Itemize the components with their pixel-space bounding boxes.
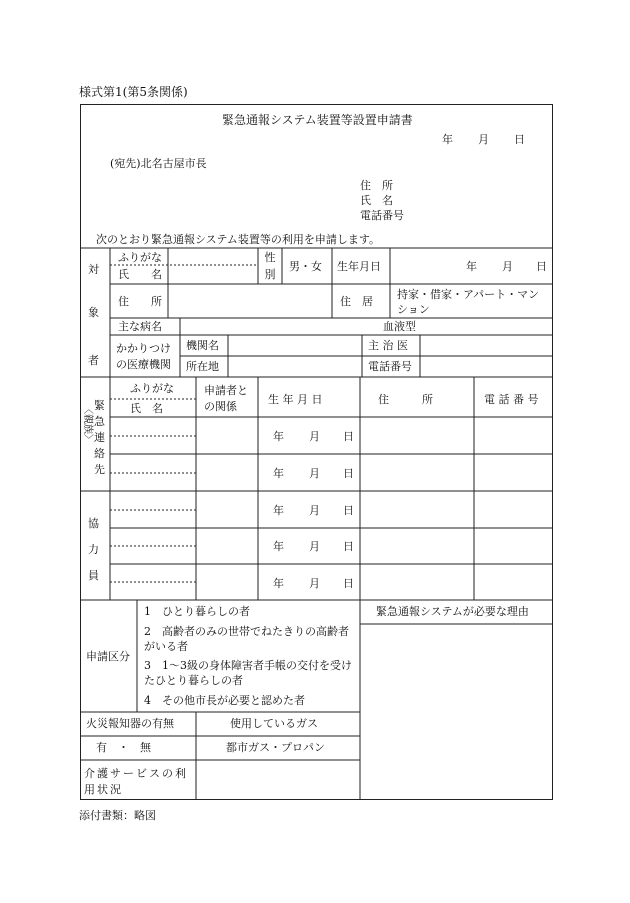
subject-birth-month: 月 [502, 260, 513, 273]
date-year-label: 年 [442, 133, 453, 146]
form-title: 緊急通報システム装置等設置申請書 [222, 113, 413, 127]
subject-address-label: 住 所 [118, 295, 162, 308]
emergency-phone-header: 電 話 番 号 [484, 393, 539, 406]
cooperator-2-month: 月 [309, 540, 320, 553]
cooperator-2-day: 日 [343, 540, 354, 553]
care-label: 介護サービスの利用状況 [84, 767, 188, 796]
emergency-side-2: 急 [94, 415, 105, 428]
emergency-furigana-header: ふりがな [130, 382, 174, 395]
gas-label: 使用しているガス [230, 717, 318, 730]
emergency-2-month: 月 [309, 467, 320, 480]
subject-institution-label: 機関名 [186, 339, 219, 352]
applicant-name-label: 氏 名 [360, 194, 393, 207]
emergency-1-day: 日 [343, 430, 354, 443]
emergency-2-year: 年 [273, 467, 284, 480]
emergency-side-5: 先 [94, 463, 105, 476]
date-month-label: 月 [478, 133, 489, 146]
subject-disease-label: 主な病名 [118, 320, 162, 333]
subject-furigana-label: ふりがな [118, 251, 162, 264]
cooperator-side-2: 力 [88, 543, 99, 556]
subject-birth-label: 生年月日 [337, 260, 381, 273]
cooperator-1-day: 日 [343, 504, 354, 517]
emergency-relation-header: 申請者との関係 [204, 384, 248, 413]
subject-residence-label: 住 居 [340, 295, 373, 308]
subject-sex-label: 性別 [264, 251, 276, 281]
cooperator-3-year: 年 [273, 577, 284, 590]
emergency-name-header: 氏 名 [130, 402, 163, 415]
emergency-1-year: 年 [273, 430, 284, 443]
category-item-1: 1 ひとり暮らしの者 [144, 605, 250, 618]
subject-clinic-label: かかりつけの医療機関 [116, 342, 171, 371]
attachment-note: 添付書類：略図 [79, 809, 156, 822]
subject-blood-label: 血液型 [383, 320, 416, 333]
category-item-4: 4 その他市長が必要と認めた者 [144, 694, 305, 707]
emergency-side-3: 連 [94, 431, 105, 444]
applicant-address-label: 住 所 [360, 179, 393, 192]
subject-location-label: 所在地 [186, 360, 219, 373]
subject-residence-options: 持家・借家・アパート・マンション [397, 288, 540, 316]
subject-phone-label: 電話番号 [368, 360, 412, 373]
subject-doctor-label: 主 治 医 [368, 339, 408, 352]
emergency-side-1: 緊 [94, 399, 105, 412]
emergency-2-day: 日 [343, 467, 354, 480]
cooperator-1-month: 月 [309, 504, 320, 517]
addressee: (宛先)北名古屋市長 [110, 157, 207, 170]
emergency-birth-header: 生 年 月 日 [268, 393, 323, 406]
fire-alarm-label: 火災報知器の有無 [86, 717, 174, 730]
application-statement: 次のとおり緊急通報システム装置等の利用を申請します。 [96, 233, 381, 246]
subject-birth-day: 日 [536, 260, 547, 273]
gas-options: 都市ガス・プロパン [226, 741, 325, 754]
subject-side-1: 対 [88, 263, 99, 276]
emergency-side-4: 絡 [94, 447, 105, 460]
cooperator-2-year: 年 [273, 540, 284, 553]
cooperator-3-day: 日 [343, 577, 354, 590]
category-item-3: 3 1～3級の身体障害者手帳の交付を受けたひとり暮らしの者 [144, 659, 352, 687]
cooperator-1-year: 年 [273, 504, 284, 517]
emergency-address-header: 住 所 [378, 393, 433, 406]
cooperator-3-month: 月 [309, 577, 320, 590]
subject-side-2: 象 [88, 306, 99, 319]
date-day-label: 日 [514, 133, 525, 146]
subject-side-3: 者 [88, 354, 99, 367]
subject-name-label: 氏 名 [118, 268, 162, 281]
form-number: 様式第1(第5条関係) [79, 85, 188, 99]
category-label: 申請区分 [86, 650, 130, 663]
emergency-side-paren: 〈親族〉 [82, 404, 93, 444]
subject-sex-options: 男・女 [289, 260, 322, 273]
fire-alarm-options: 有 ・ 無 [96, 741, 151, 754]
subject-birth-year: 年 [466, 260, 477, 273]
cooperator-side-3: 員 [88, 569, 99, 582]
emergency-1-month: 月 [309, 430, 320, 443]
cooperator-side-1: 協 [88, 517, 99, 530]
category-reason-label: 緊急通報システムが必要な理由 [376, 605, 529, 618]
applicant-phone-label: 電話番号 [360, 209, 404, 222]
category-item-2: 2 高齢者のみの世帯でねたきりの高齢者がいる者 [144, 625, 349, 653]
